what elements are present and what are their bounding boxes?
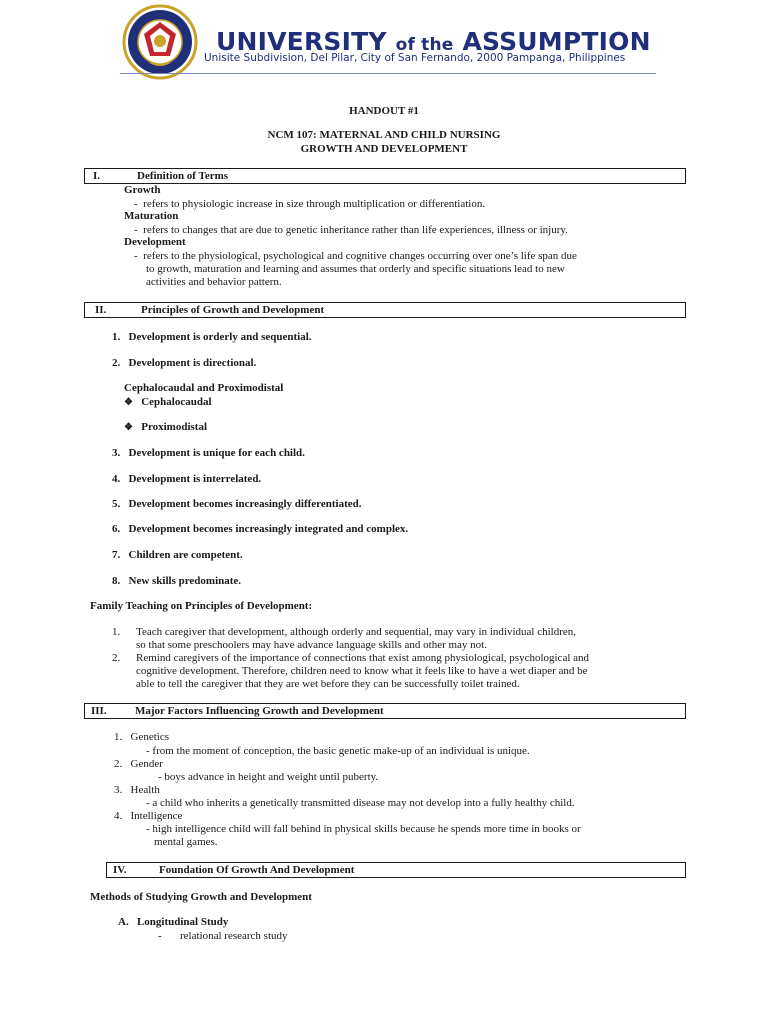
principle-2: 2. Development is directional. [112, 357, 257, 369]
factor-intelligence-desc-line1: - high intelligence child will fall behind in physical skills because he spends more time in books or [146, 823, 581, 835]
factor-genetics: 1. Genetics [114, 731, 169, 743]
principle-3: 3. Development is unique for each child. [112, 447, 305, 459]
factor-intelligence: 4. Intelligence [114, 810, 183, 822]
family-teaching-2-line1: Remind caregivers of the importance of connections that exist among physiological, psychological and [136, 652, 590, 664]
section-header-4: IV. Foundation Of Growth And Development [106, 862, 686, 878]
principle-4: 4. Development is interrelated. [112, 473, 262, 485]
family-teaching-1-num: 1. [112, 626, 121, 638]
principle-2-subheading: Cephalocaudal and Proximodistal [124, 382, 284, 394]
family-teaching-2-num: 2. [112, 652, 121, 664]
principle-1: 1. Development is orderly and sequential. [112, 331, 312, 343]
term-development: Development [124, 236, 186, 248]
factor-health-desc: - a child who inherits a genetically transmitted disease may not develop into a fully healthy child. [146, 797, 575, 809]
bullet-cephalocaudal: ❖ Cephalocaudal [124, 396, 212, 408]
method-a: A. Longitudinal Study [118, 916, 229, 928]
letterhead [0, 0, 768, 80]
university-seal-logo [120, 4, 200, 80]
handout-number: HANDOUT #1 [349, 105, 419, 117]
definition-maturation: - refers to changes that are due to genetic inheritance rather than life experiences, illness or injury. [134, 224, 568, 236]
section-header-3: III. Major Factors Influencing Growth and Development [84, 703, 686, 719]
factor-gender: 2. Gender [114, 758, 163, 770]
diamond-bullet-icon: ❖ [124, 397, 133, 408]
course-title: NCM 107: MATERNAL AND CHILD NURSING [267, 129, 501, 141]
principle-5: 5. Development becomes increasingly differentiated. [112, 498, 362, 510]
method-a-desc: relational research study [180, 930, 288, 942]
principle-7: 7. Children are competent. [112, 549, 243, 561]
factor-genetics-desc: - from the moment of conception, the basic genetic make-up of an individual is unique. [146, 745, 530, 757]
definition-development-line3: activities and behavior pattern. [146, 276, 282, 288]
term-growth: Growth [124, 184, 161, 196]
section-header-2: II. Principles of Growth and Development [84, 302, 686, 318]
method-a-dash: - [158, 930, 162, 942]
definition-development-line2: to growth, maturation and learning and assumes that orderly and specific situations lead to new [146, 263, 565, 275]
university-address: Unisite Subdivision, Del Pilar, City of San Fernando, 2000 Pampanga, Philippines [204, 52, 626, 64]
document-subtitle: GROWTH AND DEVELOPMENT [300, 143, 468, 155]
term-maturation: Maturation [124, 210, 179, 222]
header-divider [120, 73, 656, 74]
family-teaching-1-line2: so that some preschoolers may have advance language skills and other may not. [136, 639, 487, 651]
family-teaching-1-line1: Teach caregiver that development, although orderly and sequential, may vary in individual children, [136, 626, 576, 638]
definition-development-line1: - refers to the physiological, psychological and cognitive changes occurring over one’s life span due [134, 250, 577, 262]
diamond-bullet-icon: ❖ [124, 422, 133, 433]
principle-8: 8. New skills predominate. [112, 575, 242, 587]
family-teaching-2-line2: cognitive development. Therefore, children need to know what it feels like to have a wet diaper and be [136, 665, 588, 677]
principle-6: 6. Development becomes increasingly integrated and complex. [112, 523, 409, 535]
definition-growth: - refers to physiologic increase in size through multiplication or differentiation. [134, 198, 486, 210]
factor-health: 3. Health [114, 784, 160, 796]
family-teaching-heading: Family Teaching on Principles of Development: [90, 600, 313, 612]
factor-gender-desc: - boys advance in height and weight until puberty. [158, 771, 379, 783]
bullet-proximodistal: ❖ Proximodistal [124, 421, 208, 433]
family-teaching-2-line3: able to tell the caregiver that they are wet before they can be successfully toilet trained. [136, 678, 520, 690]
factor-intelligence-desc-line2: mental games. [154, 836, 218, 848]
methods-heading: Methods of Studying Growth and Development [90, 891, 312, 903]
section-header-1: I. Definition of Terms [84, 168, 686, 184]
university-name: UNIVERSITY of the ASSUMPTION [216, 27, 651, 56]
